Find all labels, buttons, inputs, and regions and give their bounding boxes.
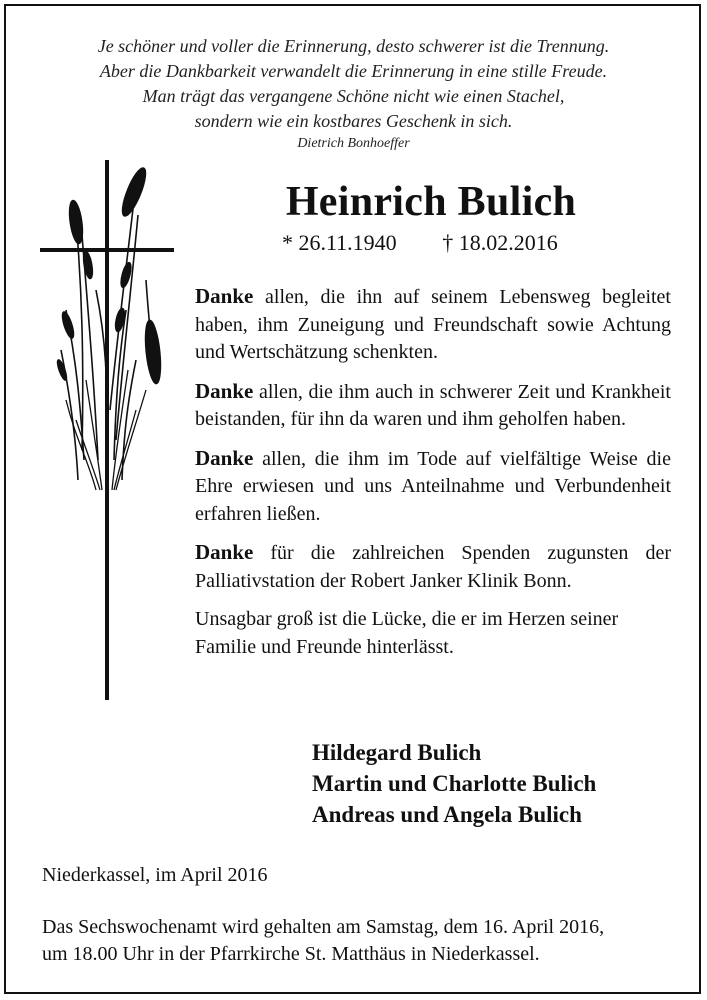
thanks-paragraph (195, 378, 671, 434)
birth-date: * 26.11.1940 (282, 230, 397, 255)
thanks-keyword: Danke (195, 540, 254, 564)
family-member: Andreas und Angela Bulich (312, 802, 582, 827)
notice-line: Das Sechswochenamt wird gehalten am Samstag, dem 16. April 2016, (42, 916, 605, 938)
notice-line: um 18.00 Uhr in der Pfarrkirche St. Matthäus in Niederkassel. (42, 943, 540, 965)
life-dates (282, 230, 558, 256)
thanks-section (195, 283, 671, 672)
cross-with-wheat-icon (36, 160, 186, 705)
thanks-keyword: Danke (195, 378, 254, 403)
thanks-text: allen, die ihm auch in schwerer Zeit und Krankheit beistanden, für ihn da waren und ihm geholfen haben. (195, 380, 671, 430)
quote-line: sondern wie ein kostbares Geschenk in sich. (194, 111, 513, 131)
quote-line: Aber die Dankbarkeit verwandelt die Erinnerung in eine stille Freude. (99, 61, 608, 81)
thanks-keyword: Danke (195, 445, 254, 470)
family-member: Martin und Charlotte Bulich (312, 771, 597, 796)
thanks-paragraph (195, 445, 671, 529)
place-and-date: Niederkassel, im April 2016 (42, 864, 268, 886)
family-signatures (312, 737, 596, 830)
thanks-text: für die zahlreichen Spenden zugunsten der Palliativstation der Robert Janker Klinik Bonn. (195, 542, 671, 592)
mass-notice (42, 914, 672, 968)
quote-line: Je schöner und voller die Erinnerung, desto schwerer ist die Trennung. (97, 36, 610, 56)
death-date: † 18.02.2016 (442, 230, 558, 255)
thanks-text: allen, die ihn auf seinem Lebensweg begleitet haben, ihm Zuneigung und Freundschaft sowie Achtung und Wertschätzung schenkten. (195, 286, 671, 363)
family-member: Hildegard Bulich (312, 740, 482, 765)
quote-author: Dietrich Bonhoeffer (297, 136, 410, 151)
thanks-paragraph (195, 283, 671, 367)
deceased-name: Heinrich Bulich (285, 179, 577, 225)
bonhoeffer-quote (0, 34, 707, 154)
thanks-keyword: Danke (195, 284, 254, 308)
quote-line: Man trägt das vergangene Schöne nicht wie einen Stachel, (142, 86, 565, 106)
thanks-text: allen, die ihm im Tode auf vielfältige Weise die Ehre erwiesen und uns Anteilnahme und Verbundenheit erfahren ließen. (195, 447, 671, 525)
thanks-paragraph (195, 539, 671, 595)
closing-paragraph: Unsagbar groß ist die Lücke, die er im Herzen seiner Familie und Freunde hinterlässt. (195, 608, 619, 658)
